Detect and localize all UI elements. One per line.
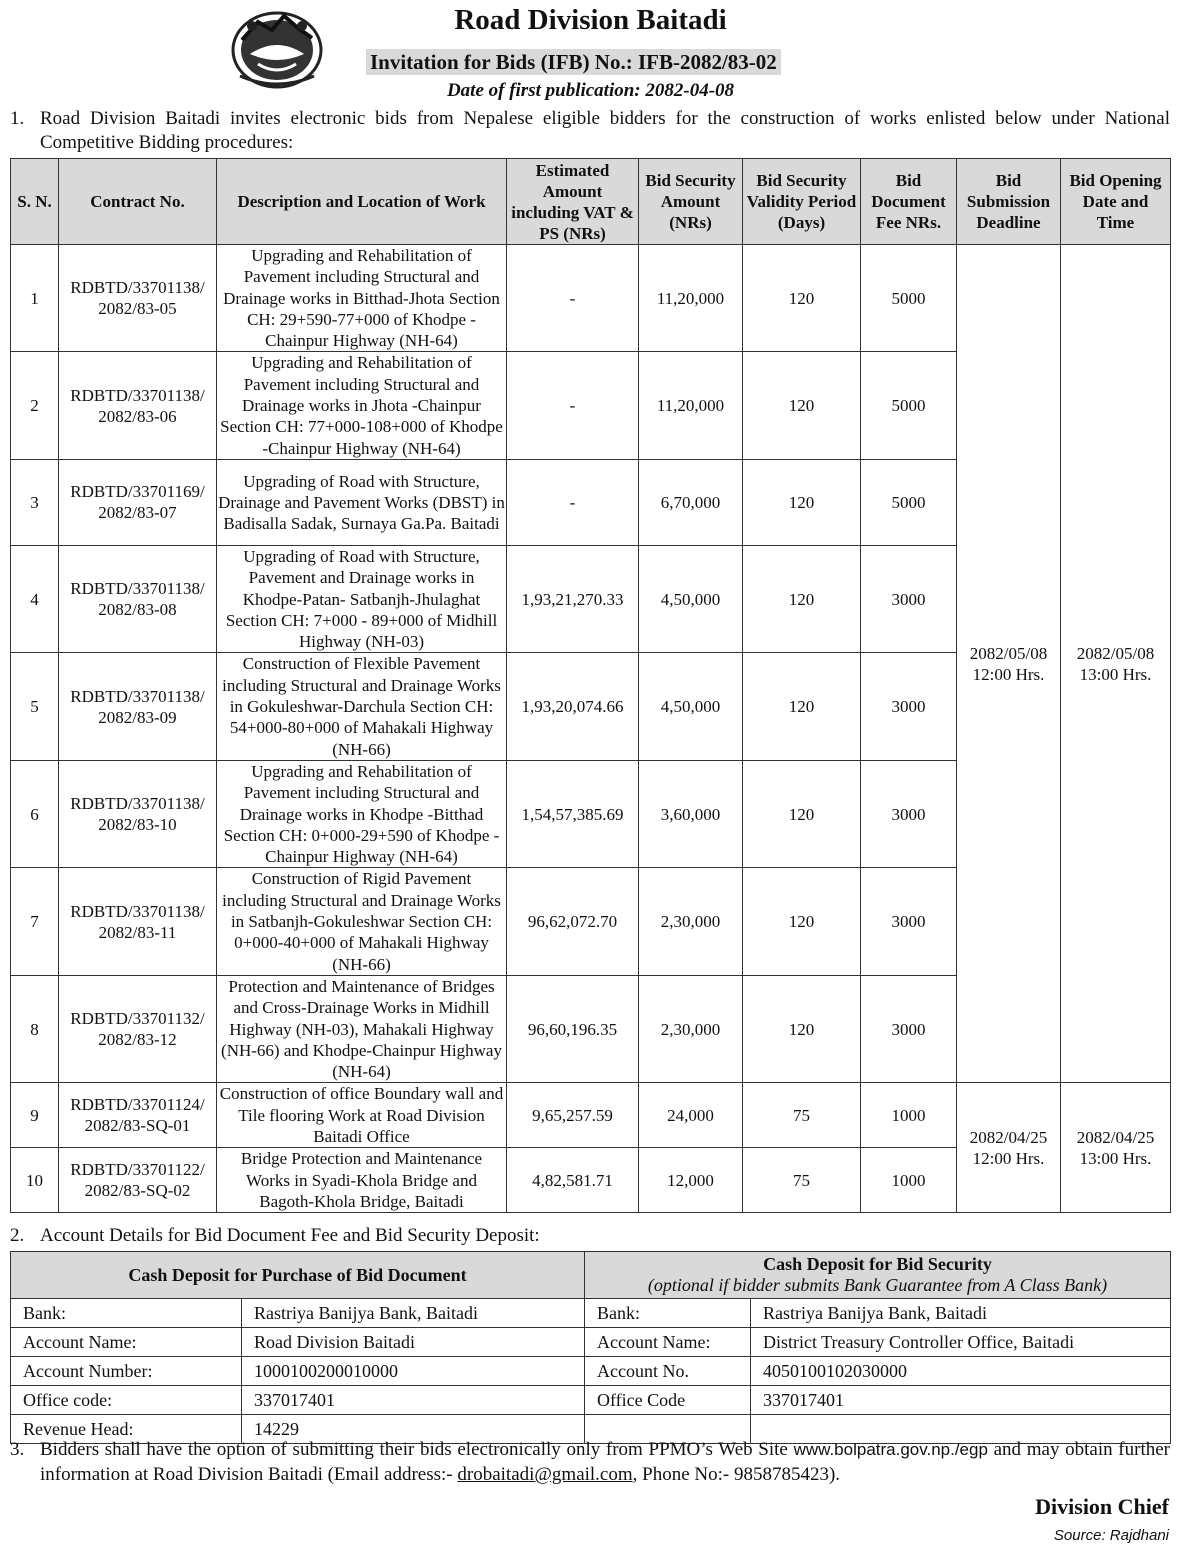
right-label: Bank: xyxy=(585,1299,751,1328)
cell-contract: RDBTD/33701169/ 2082/83-07 xyxy=(59,459,217,545)
account-row xyxy=(11,1299,1171,1328)
account-row xyxy=(11,1357,1171,1386)
bids-table xyxy=(10,158,1171,1213)
cell-sn: 9 xyxy=(11,1083,59,1148)
cell-fee: 1000 xyxy=(861,1083,957,1148)
signature: Division Chief xyxy=(1035,1494,1169,1519)
header-deadline: Bid Submission Deadline xyxy=(957,159,1061,245)
cell-sn: 2 xyxy=(11,352,59,459)
cell-fee: 3000 xyxy=(861,545,957,652)
left-value: Rastriya Banijya Bank, Baitadi xyxy=(242,1299,585,1328)
right-value: 337017401 xyxy=(751,1386,1171,1415)
cell-validity: 120 xyxy=(743,653,861,760)
cell-contract: RDBTD/33701138/ 2082/83-09 xyxy=(59,653,217,760)
cell-description: Upgrading and Rehabilitation of Pavement including Structural and Drainage works in Bitthad-Jhota Section CH: 29+590-77+000 of Khodpe -Chainpur Highway (NH-64) xyxy=(217,245,507,352)
right-header xyxy=(585,1252,1171,1299)
note-number: 3. xyxy=(10,1439,25,1460)
publication-date: Date of first publication: 2082-04-08 xyxy=(446,80,735,101)
note-text-c: , Phone No:- 9858785423). xyxy=(632,1464,841,1485)
right-value: Rastriya Banijya Bank, Baitadi xyxy=(751,1299,1171,1328)
right-label: Account No. xyxy=(585,1357,751,1386)
cell-security: 11,20,000 xyxy=(639,352,743,459)
cell-description: Upgrading of Road with Structure, Drainage and Pavement Works (DBST) in Badisalla Sadak, Surnaya Ga.Pa. Baitadi xyxy=(217,459,507,545)
cell-fee: 5000 xyxy=(861,245,957,352)
cell-sn: 3 xyxy=(11,459,59,545)
cell-security: 6,70,000 xyxy=(639,459,743,545)
right-header-title: Cash Deposit for Bid Security xyxy=(763,1254,992,1274)
cell-contract: RDBTD/33701138/ 2082/83-05 xyxy=(59,245,217,352)
cell-description: Construction of Rigid Pavement including Structural and Drainage Works in Satbanjh-Gokuleshwar Section CH: 0+000-40+000 of Mahakali Highway (NH-66) xyxy=(217,868,507,975)
cell-deadline-group-b: 2082/04/25 12:00 Hrs. xyxy=(957,1083,1061,1213)
cell-contract: RDBTD/33701122/ 2082/83-SQ-02 xyxy=(59,1148,217,1213)
cell-estimated: 96,60,196.35 xyxy=(507,975,639,1082)
cell-validity: 75 xyxy=(743,1083,861,1148)
left-label: Account Number: xyxy=(11,1357,242,1386)
cell-sn: 7 xyxy=(11,868,59,975)
account-row xyxy=(11,1328,1171,1357)
note-text-b: and may obtain further information at Road Division Baitadi (Email address:- xyxy=(40,1439,1170,1485)
cell-contract: RDBTD/33701124/ 2082/83-SQ-01 xyxy=(59,1083,217,1148)
cell-sn: 4 xyxy=(11,545,59,652)
intro-number: 1. xyxy=(10,108,25,129)
cell-fee: 1000 xyxy=(861,1148,957,1213)
cell-fee: 3000 xyxy=(861,653,957,760)
source-credit: Source: Rajdhani xyxy=(1053,1527,1169,1544)
cell-sn: 5 xyxy=(11,653,59,760)
left-header: Cash Deposit for Purchase of Bid Document xyxy=(11,1252,585,1299)
cell-validity: 120 xyxy=(743,868,861,975)
account-table xyxy=(10,1251,1171,1444)
cell-validity: 120 xyxy=(743,352,861,459)
cell-contract: RDBTD/33701138/ 2082/83-06 xyxy=(59,352,217,459)
left-value: 1000100200010000 xyxy=(242,1357,585,1386)
left-label: Office code: xyxy=(11,1386,242,1415)
cell-estimated: 1,93,21,270.33 xyxy=(507,545,639,652)
cell-sn: 8 xyxy=(11,975,59,1082)
cell-estimated: 96,62,072.70 xyxy=(507,868,639,975)
cell-fee: 3000 xyxy=(861,760,957,867)
cell-description: Protection and Maintenance of Bridges and Cross-Drainage Works in Midhill Highway (NH-03), Mahakali Highway (NH-66) and Khodpe-Chainpur Highway (NH-64) xyxy=(217,975,507,1082)
right-header-note: (optional if bidder submits Bank Guarantee from A Class Bank) xyxy=(647,1275,1108,1295)
cell-validity: 120 xyxy=(743,245,861,352)
header-opening: Bid Opening Date and Time xyxy=(1061,159,1171,245)
cell-estimated: - xyxy=(507,352,639,459)
cell-estimated: - xyxy=(507,245,639,352)
cell-validity: 120 xyxy=(743,459,861,545)
cell-sn: 6 xyxy=(11,760,59,867)
cell-description: Construction of Flexible Pavement including Structural and Drainage Works in Gokuleshwar-Darchula Section CH: 54+000-80+000 of Mahakali Highway (NH-66) xyxy=(217,653,507,760)
left-value: 337017401 xyxy=(242,1386,585,1415)
cell-contract: RDBTD/33701138/ 2082/83-11 xyxy=(59,868,217,975)
right-label: Account Name: xyxy=(585,1328,751,1357)
cell-contract: RDBTD/33701138/ 2082/83-10 xyxy=(59,760,217,867)
ifb-number: Invitation for Bids (IFB) No.: IFB-2082/83-02 xyxy=(366,49,781,75)
right-value: 4050100102030000 xyxy=(751,1357,1171,1386)
cell-estimated: 1,93,20,074.66 xyxy=(507,653,639,760)
cell-contract: RDBTD/33701132/ 2082/83-12 xyxy=(59,975,217,1082)
header-fee: Bid Document Fee NRs. xyxy=(861,159,957,245)
cell-opening-group-b: 2082/04/25 13:00 Hrs. xyxy=(1061,1083,1171,1213)
ppmo-website-link[interactable]: www.bolpatra.gov.np./egp xyxy=(793,1440,988,1459)
cell-fee: 3000 xyxy=(861,868,957,975)
right-label: Office Code xyxy=(585,1386,751,1415)
table-row xyxy=(11,245,1171,352)
cell-security: 2,30,000 xyxy=(639,975,743,1082)
cell-estimated: 4,82,581.71 xyxy=(507,1148,639,1213)
cell-validity: 120 xyxy=(743,760,861,867)
cell-security: 4,50,000 xyxy=(639,545,743,652)
left-value: 14229 xyxy=(242,1415,585,1444)
left-label: Revenue Head: xyxy=(11,1415,242,1444)
cell-fee: 3000 xyxy=(861,975,957,1082)
cell-fee: 5000 xyxy=(861,352,957,459)
cell-security: 11,20,000 xyxy=(639,245,743,352)
cell-description: Upgrading and Rehabilitation of Pavement including Structural and Drainage works in Khodpe -Bitthad Section CH: 0+000-29+590 of Khodpe -Chainpur Highway (NH-64) xyxy=(217,760,507,867)
cell-description: Upgrading of Road with Structure, Pavement and Drainage works in Khodpe-Patan- Satbanjh-Jhulaghat Section CH: 7+000 - 89+000 of Midhill Highway (NH-03) xyxy=(217,545,507,652)
cell-security: 3,60,000 xyxy=(639,760,743,867)
cell-estimated: - xyxy=(507,459,639,545)
email-link[interactable]: drobaitadi@gmail.com xyxy=(457,1464,633,1485)
cell-fee: 5000 xyxy=(861,459,957,545)
cell-security: 2,30,000 xyxy=(639,868,743,975)
account-header-row xyxy=(11,1252,1171,1299)
cell-opening-group-a: 2082/05/08 13:00 Hrs. xyxy=(1061,245,1171,1083)
cell-security: 4,50,000 xyxy=(639,653,743,760)
left-value: Road Division Baitadi xyxy=(242,1328,585,1357)
header-estimated: Estimated Amount including VAT & PS (NRs) xyxy=(507,159,639,245)
intro-paragraph xyxy=(10,107,1170,155)
left-label: Bank: xyxy=(11,1299,242,1328)
header-contract: Contract No. xyxy=(59,159,217,245)
cell-validity: 75 xyxy=(743,1148,861,1213)
cell-estimated: 9,65,257.59 xyxy=(507,1083,639,1148)
cell-description: Bridge Protection and Maintenance Works in Syadi-Khola Bridge and Bagoth-Khola Bridge, Baitadi xyxy=(217,1148,507,1213)
cell-description: Construction of office Boundary wall and Tile flooring Work at Road Division Baitadi Office xyxy=(217,1083,507,1148)
account-section-number: 2. xyxy=(10,1225,25,1246)
cell-contract: RDBTD/33701138/ 2082/83-08 xyxy=(59,545,217,652)
cell-sn: 10 xyxy=(11,1148,59,1213)
cell-validity: 120 xyxy=(743,975,861,1082)
right-value: District Treasury Controller Office, Baitadi xyxy=(751,1328,1171,1357)
note-paragraph xyxy=(10,1437,1170,1487)
header-security-amount: Bid Security Amount (NRs) xyxy=(639,159,743,245)
account-section-heading xyxy=(10,1224,1170,1248)
left-label: Account Name: xyxy=(11,1328,242,1357)
cell-security: 12,000 xyxy=(639,1148,743,1213)
intro-text: Road Division Baitadi invites electronic bids from Nepalese eligible bidders for the construction of works enlisted below under National Competitive Bidding procedures: xyxy=(40,108,1170,153)
page-title: Road Division Baitadi xyxy=(454,4,727,36)
table-header-row xyxy=(11,159,1171,245)
cell-validity: 120 xyxy=(743,545,861,652)
cell-security: 24,000 xyxy=(639,1083,743,1148)
account-section-title: Account Details for Bid Document Fee and Bid Security Deposit: xyxy=(40,1225,540,1246)
header-description: Description and Location of Work xyxy=(217,159,507,245)
note-text-a: Bidders shall have the option of submitting their bids electronically only from PPMO’s Web Site xyxy=(40,1439,794,1460)
account-row xyxy=(11,1386,1171,1415)
header-validity: Bid Security Validity Period (Days) xyxy=(743,159,861,245)
cell-estimated: 1,54,57,385.69 xyxy=(507,760,639,867)
cell-description: Upgrading and Rehabilitation of Pavement including Structural and Drainage works in Jhota -Chainpur Section CH: 77+000-108+000 of Khodpe -Chainpur Highway (NH-64) xyxy=(217,352,507,459)
table-row xyxy=(11,1083,1171,1148)
header-sn: S. N. xyxy=(11,159,59,245)
note-text xyxy=(40,1437,1170,1487)
cell-sn: 1 xyxy=(11,245,59,352)
cell-deadline-group-a: 2082/05/08 12:00 Hrs. xyxy=(957,245,1061,1083)
